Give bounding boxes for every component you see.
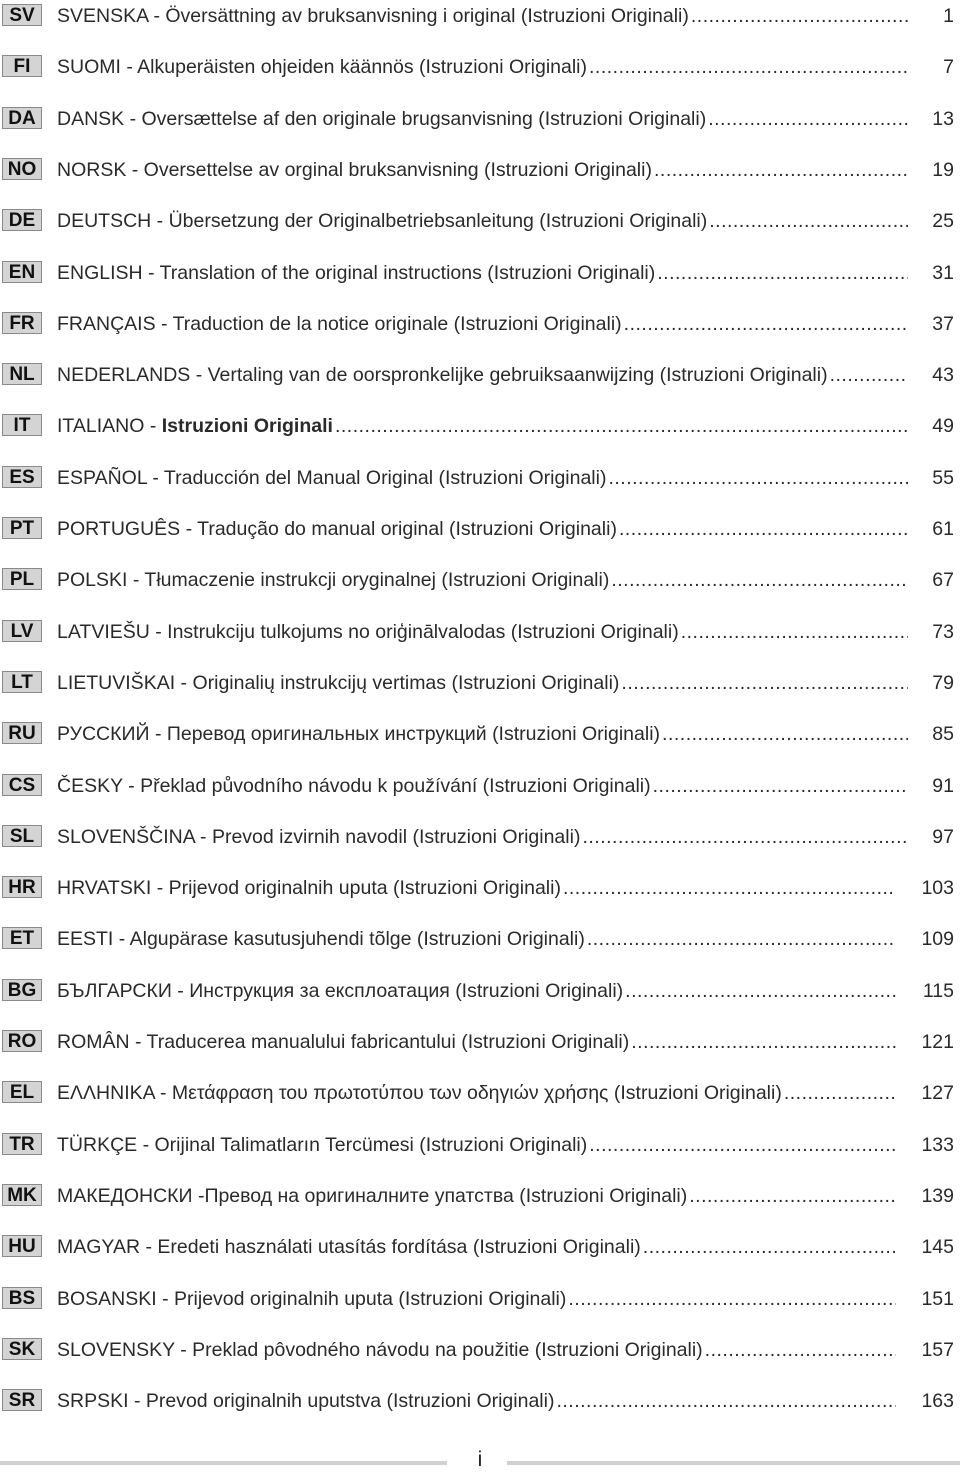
- toc-entry-title: [57, 209, 707, 233]
- language-code-badge: EN: [2, 261, 42, 283]
- toc-entry: [57, 927, 896, 951]
- language-code-badge: ES: [2, 466, 42, 488]
- toc-page-number: 139: [921, 1184, 954, 1207]
- dot-leader: [556, 1389, 896, 1413]
- toc-entry-title-text: POLSKI - Tłumaczenie instrukcji oryginalnej (Istruzioni Originali): [57, 569, 610, 592]
- toc-row[interactable]: [0, 1077, 960, 1128]
- toc-entry-title-text: ΕΛΛΗΝΙΚΑ - Μετάφραση του πρωτοτύπου των οδηγιών χρήσης (Istruzioni Originali): [57, 1082, 782, 1105]
- language-code-badge: ET: [2, 927, 42, 949]
- dot-leader: [705, 1338, 896, 1362]
- dot-leader: [643, 1235, 896, 1259]
- toc-entry-title-text: LIETUVIŠKAI - Originalių instrukcijų vertimas (Istruzioni Originali): [57, 671, 620, 694]
- toc-page-number: 55: [932, 466, 954, 489]
- toc-page-number: 145: [921, 1236, 954, 1259]
- dot-leader: [709, 209, 908, 233]
- toc-entry-title-text: TÜRKÇE - Orijinal Talimatların Tercümesi (Istruzioni Originali): [57, 1133, 588, 1156]
- toc-entry-title: [57, 1338, 703, 1362]
- language-code-badge: DE: [2, 209, 42, 231]
- toc-entry-title-text: NEDERLANDS - Vertaling van de oorspronkelijke gebruiksaanwijzing (Istruzioni Originali): [57, 364, 828, 387]
- toc-entry: [57, 312, 908, 336]
- toc-entry-title-text: BOSANSKI - Prijevod originalnih uputa (Istruzioni Originali): [57, 1287, 567, 1310]
- toc-row[interactable]: [0, 1129, 960, 1180]
- dot-leader: [625, 979, 896, 1003]
- toc-page-number: 79: [932, 671, 954, 694]
- toc-row[interactable]: [0, 1385, 960, 1436]
- toc-entry-title-text: БЪЛГАРСКИ - Инструкция за експлоатация (Istruzioni Originali): [57, 979, 624, 1002]
- language-code-badge: TR: [2, 1133, 42, 1155]
- dot-leader: [662, 722, 908, 746]
- toc-entry-title: [57, 4, 689, 28]
- dot-leader: [691, 4, 908, 28]
- toc-entry-title: [57, 1235, 641, 1259]
- toc-page-number: 73: [932, 620, 954, 643]
- language-code-badge: IT: [2, 414, 42, 436]
- language-code-badge: MK: [2, 1184, 42, 1206]
- toc-entry-title: [57, 1081, 782, 1105]
- language-code-badge: FR: [2, 312, 42, 334]
- toc-row[interactable]: [0, 513, 960, 564]
- language-code-badge: BG: [2, 979, 42, 1001]
- language-code-badge: HR: [2, 876, 42, 898]
- toc-page-number: 133: [921, 1133, 954, 1156]
- toc-row[interactable]: [0, 308, 960, 359]
- footer-page-number: i: [477, 1448, 483, 1471]
- toc-entry: [57, 107, 908, 131]
- toc-entry-title: [57, 568, 609, 592]
- dot-leader: [619, 517, 908, 541]
- dot-leader: [589, 55, 908, 79]
- toc-entry: [57, 1287, 896, 1311]
- toc-entry: [57, 261, 908, 285]
- language-code-badge: NL: [2, 363, 42, 385]
- toc-row[interactable]: [0, 975, 960, 1026]
- language-code-badge: HU: [2, 1235, 42, 1257]
- toc-entry-title-text: SLOVENSKY - Preklad pôvodného návodu na použitie (Istruzioni Originali): [57, 1338, 703, 1361]
- toc-page-number: 1: [943, 5, 954, 27]
- language-code-badge: FI: [2, 55, 42, 77]
- toc-row[interactable]: [0, 616, 960, 667]
- toc-row[interactable]: [0, 1334, 960, 1385]
- toc-row[interactable]: [0, 872, 960, 923]
- toc-page-number: 19: [932, 158, 954, 181]
- toc-entry: [57, 414, 908, 438]
- toc-entry-title: [57, 876, 561, 900]
- toc-entry-title: [57, 1287, 566, 1311]
- toc-entry: [57, 466, 908, 490]
- toc-entry: [57, 671, 908, 695]
- toc-row[interactable]: [0, 1026, 960, 1077]
- toc-row[interactable]: [0, 564, 960, 615]
- language-code-badge: LV: [2, 620, 42, 642]
- toc-entry-title: [57, 1030, 629, 1054]
- toc-entry-title-text: MAGYAR - Eredeti használati utasítás fordítása (Istruzioni Originali): [57, 1236, 641, 1259]
- toc-entry-title: [57, 774, 651, 798]
- toc-entry-title-text: PORTUGUÊS - Tradução do manual original (Istruzioni Originali): [57, 518, 617, 540]
- language-code-badge: SV: [2, 4, 42, 26]
- toc-page-number: 25: [932, 210, 954, 233]
- toc-row[interactable]: [0, 462, 960, 513]
- dot-leader: [689, 1184, 896, 1208]
- toc-entry-title-text: ESPAÑOL - Traducción del Manual Original (Istruzioni Originali): [57, 466, 607, 489]
- toc-row[interactable]: [0, 1180, 960, 1231]
- dot-leader: [681, 620, 908, 644]
- toc-page-number: 115: [922, 979, 954, 1002]
- toc-entry: [57, 209, 908, 233]
- toc-row[interactable]: [0, 103, 960, 154]
- toc-row[interactable]: [0, 923, 960, 974]
- dot-leader: [335, 414, 908, 438]
- toc-entry-title: [57, 1133, 587, 1157]
- toc-entry-title-text: SLOVENŠČINA - Prevod izvirnih navodil (Istruzioni Originali): [57, 825, 581, 848]
- toc-entry-title-text: ITALIANO -: [57, 415, 162, 438]
- toc-row[interactable]: [0, 667, 960, 718]
- dot-leader: [784, 1081, 896, 1105]
- toc-entry-title-text: HRVATSKI - Prijevod originalnih uputa (Istruzioni Originali): [57, 877, 561, 900]
- language-code-badge: NO: [2, 158, 42, 180]
- toc-row[interactable]: [0, 205, 960, 256]
- toc-entry: [57, 620, 908, 644]
- toc-row[interactable]: [0, 257, 960, 308]
- toc-entry: [57, 1133, 896, 1157]
- language-code-badge: BS: [2, 1287, 42, 1309]
- toc-entry-title: [57, 55, 587, 79]
- toc-page-number: 85: [932, 723, 954, 746]
- toc-page-number: 109: [921, 928, 954, 951]
- toc-row[interactable]: [0, 1283, 960, 1334]
- toc-entry-title: [57, 722, 660, 746]
- toc-entry-title: [57, 363, 828, 387]
- toc-page-number: 67: [932, 569, 954, 592]
- toc-entry: [57, 825, 908, 849]
- toc-entry: [57, 1184, 896, 1208]
- toc-row[interactable]: [0, 770, 960, 821]
- footer-rule-right: [507, 1461, 960, 1465]
- dot-leader: [611, 568, 908, 592]
- toc-entry-title-text: ENGLISH - Translation of the original instructions (Istruzioni Originali): [57, 261, 656, 284]
- dot-leader: [654, 158, 908, 182]
- toc-entry: [57, 722, 908, 746]
- toc-row[interactable]: [0, 410, 960, 461]
- dot-leader: [587, 927, 896, 951]
- toc-row[interactable]: [0, 821, 960, 872]
- toc-entry: [57, 979, 896, 1003]
- dot-leader: [582, 825, 908, 849]
- toc-entry: [57, 158, 908, 182]
- toc-entry-title: [57, 1389, 554, 1413]
- toc-row[interactable]: [0, 359, 960, 410]
- toc-entry: [57, 876, 896, 900]
- dot-leader: [563, 876, 896, 900]
- toc-entry-title: [57, 312, 622, 336]
- toc-page-number: 103: [921, 877, 954, 900]
- toc-entry-title: [57, 979, 623, 1003]
- toc-entry: [57, 1081, 896, 1105]
- footer-rule-left: [0, 1461, 447, 1465]
- toc-entry: [57, 517, 908, 541]
- dot-leader: [608, 466, 908, 490]
- toc-row[interactable]: [0, 1231, 960, 1282]
- toc-page-number: 49: [932, 415, 954, 438]
- toc-page-number: 7: [943, 56, 954, 79]
- toc-entry-title: [57, 825, 580, 849]
- toc-entry-title-text: РУССКИЙ - Перевод оригинальных инструкций (Istruzioni Originali): [57, 723, 661, 746]
- language-code-badge: PL: [2, 568, 42, 590]
- dot-leader: [589, 1133, 896, 1157]
- toc-entry-title: [57, 414, 333, 438]
- toc-page-number: 31: [932, 261, 954, 284]
- toc-entry: [57, 1338, 896, 1362]
- toc-entry: [57, 55, 908, 79]
- toc-entry-title-text: LATVIEŠU - Instrukciju tulkojums no oriģinālvalodas (Istruzioni Originali): [57, 620, 679, 643]
- toc-entry: [57, 1030, 896, 1054]
- language-code-badge: RO: [2, 1030, 42, 1052]
- toc-entry: [57, 4, 908, 28]
- toc-row[interactable]: [0, 154, 960, 205]
- toc-entry-title: [57, 671, 619, 695]
- language-code-badge: SK: [2, 1338, 42, 1360]
- toc-entry-title: [57, 1184, 687, 1208]
- toc-page-number: 13: [932, 107, 954, 130]
- language-code-badge: DA: [2, 107, 42, 129]
- toc-page-number: 151: [921, 1287, 954, 1310]
- toc-entry-title: [57, 466, 606, 490]
- toc-page-number: 127: [921, 1082, 954, 1105]
- toc-page-number: 37: [932, 312, 954, 335]
- toc-entry: [57, 363, 908, 387]
- toc-entry: [57, 568, 908, 592]
- toc-entry-title: [57, 261, 655, 285]
- dot-leader: [568, 1287, 896, 1311]
- toc-page-number: 163: [921, 1390, 954, 1413]
- toc-entry: [57, 774, 908, 798]
- language-code-badge: SL: [2, 825, 42, 847]
- toc-entry-title: [57, 517, 617, 541]
- toc-page-number: 61: [932, 518, 954, 540]
- toc-entry-title-text: SRPSKI - Prevod originalnih uputstva (Istruzioni Originali): [57, 1390, 555, 1413]
- toc-entry-title-text: NORSK - Oversettelse av orginal bruksanvisning (Istruzioni Originali): [57, 158, 652, 181]
- toc-entry-title-text: DEUTSCH - Übersetzung der Originalbetriebsanleitung (Istruzioni Originali): [57, 210, 708, 233]
- toc-page-number: 157: [921, 1338, 954, 1361]
- toc-entry-title-bold: Istruzioni Originali: [161, 415, 333, 438]
- toc-entry-title-text: SVENSKA - Översättning av bruksanvisning i original (Istruzioni Originali): [57, 5, 689, 27]
- language-code-badge: CS: [2, 774, 42, 796]
- toc-page-number: 97: [932, 825, 954, 848]
- toc-entry-title-text: SUOMI - Alkuperäisten ohjeiden käännös (Istruzioni Originali): [57, 56, 587, 79]
- toc-entry-title: [57, 158, 652, 182]
- toc-page-number: 91: [932, 774, 954, 797]
- toc-entry-title-text: ČESKY - Překlad původního návodu k používání (Istruzioni Originali): [57, 774, 651, 797]
- language-code-badge: SR: [2, 1389, 42, 1411]
- toc-entry: [57, 1235, 896, 1259]
- dot-leader: [708, 107, 908, 131]
- toc-entry-title-text: FRANÇAIS - Traduction de la notice originale (Istruzioni Originali): [57, 312, 622, 335]
- dot-leader: [657, 261, 908, 285]
- toc-page-number: 121: [921, 1031, 954, 1053]
- language-code-badge: PT: [2, 517, 42, 539]
- toc-entry: [57, 1389, 896, 1413]
- toc-entry-title: [57, 107, 706, 131]
- toc-page-number: 43: [932, 364, 954, 387]
- dot-leader: [631, 1030, 896, 1054]
- dot-leader: [653, 774, 908, 798]
- dot-leader: [624, 312, 908, 336]
- toc-row[interactable]: [0, 718, 960, 769]
- dot-leader: [621, 671, 908, 695]
- toc-entry-title-text: EESTI - Algupärase kasutusjuhendi tõlge (Istruzioni Originali): [57, 928, 585, 951]
- toc-entry-title: [57, 927, 585, 951]
- toc-row[interactable]: [0, 0, 960, 51]
- language-code-badge: EL: [2, 1081, 42, 1103]
- language-code-badge: LT: [2, 671, 42, 693]
- dot-leader: [830, 363, 908, 387]
- toc-entry-title: [57, 620, 679, 644]
- toc-entry-title-text: МАКЕДОНСКИ -Превод на оригиналните упатства (Istruzioni Originali): [57, 1184, 688, 1207]
- language-code-badge: RU: [2, 722, 42, 744]
- toc-entry-title-text: DANSK - Oversættelse af den originale brugsanvisning (Istruzioni Originali): [57, 107, 707, 130]
- toc-row[interactable]: [0, 51, 960, 102]
- toc-entry-title-text: ROMÂN - Traducerea manualului fabricantului (Istruzioni Originali): [57, 1031, 630, 1053]
